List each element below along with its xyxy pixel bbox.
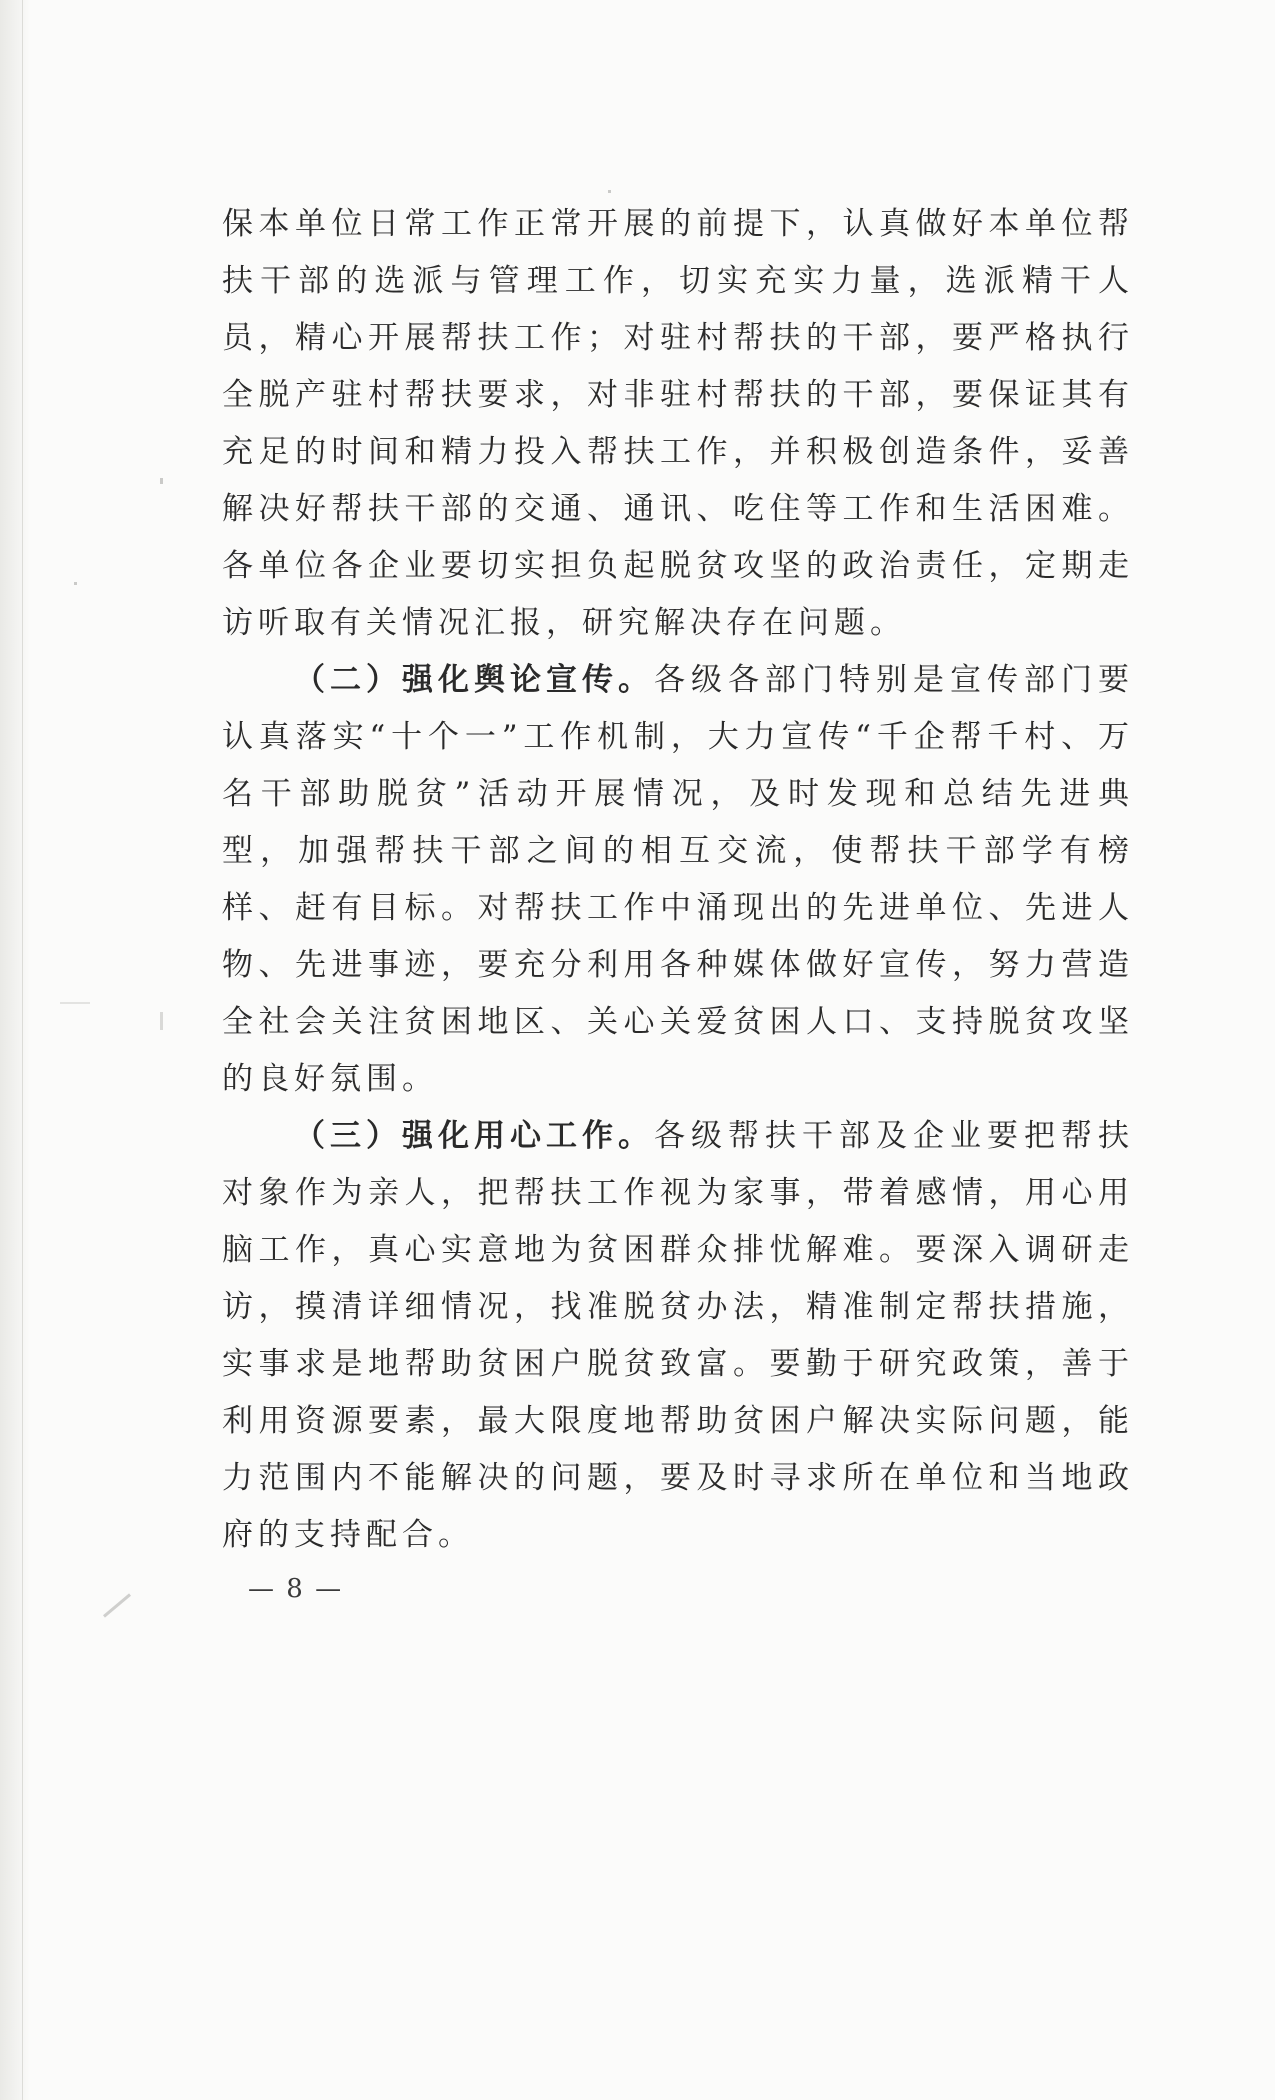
- paragraph-3-heading: （三）强化用心工作。: [294, 1118, 654, 1154]
- paragraph-3-text: 各级帮扶干部及企业要把帮扶对象作为亲人，把帮扶工作视为家事，带着感情，用心用脑工作，真心实意地为贫困群众排忧解难。要深入调研走访，摸清详细情况，找准脱贫办法，精准制定帮扶措施，实事求是地帮助贫困户脱贫致富。要勤于研究政策，善于利用资源要素，最大限度地帮助贫困户解决实际问题，能力范围内不能解决的问题，要及时寻求所在单位和当地政府的支持配合。: [222, 1118, 1134, 1553]
- page-number: — 8 —: [248, 1574, 344, 1604]
- document-body: [222, 196, 1134, 1564]
- paragraph-1-text: 保本单位日常工作正常开展的前提下，认真做好本单位帮扶干部的选派与管理工作，切实充实力量，选派精干人员，精心开展帮扶工作；对驻村帮扶的干部，要严格执行全脱产驻村帮扶要求，对非驻村帮扶的干部，要保证其有充足的时间和精力投入帮扶工作，并积极创造条件，妥善解决好帮扶干部的交通、通讯、吃住等工作和生活困难。各单位各企业要切实担负起脱贫攻坚的政治责任，定期走访听取有关情况汇报，研究解决存在问题。: [222, 206, 1134, 641]
- paragraph-2-heading: （二）强化舆论宣传。: [294, 662, 654, 698]
- paragraph-1: [222, 196, 1134, 652]
- scan-binding-line: [22, 0, 23, 2100]
- scan-speck: [60, 1002, 90, 1004]
- scan-speck: [74, 582, 77, 585]
- scan-speck: [608, 190, 611, 193]
- scan-speck: [160, 478, 163, 484]
- scan-binding-edge: [0, 0, 30, 2100]
- paragraph-2: [222, 652, 1134, 1108]
- paragraph-3: [222, 1108, 1134, 1564]
- paragraph-2-text: 各级各部门特别是宣传部门要认真落实“十个一”工作机制，大力宣传“千企帮千村、万名干部助脱贫”活动开展情况，及时发现和总结先进典型，加强帮扶干部之间的相互交流，使帮扶干部学有榜样、赶有目标。对帮扶工作中涌现出的先进单位、先进人物、先进事迹，要充分利用各种媒体做好宣传，努力营造全社会关注贫困地区、关心关爱贫困人口、支持脱贫攻坚的良好氛围。: [222, 662, 1134, 1097]
- scan-speck: [103, 1593, 131, 1617]
- scan-speck: [160, 1012, 163, 1030]
